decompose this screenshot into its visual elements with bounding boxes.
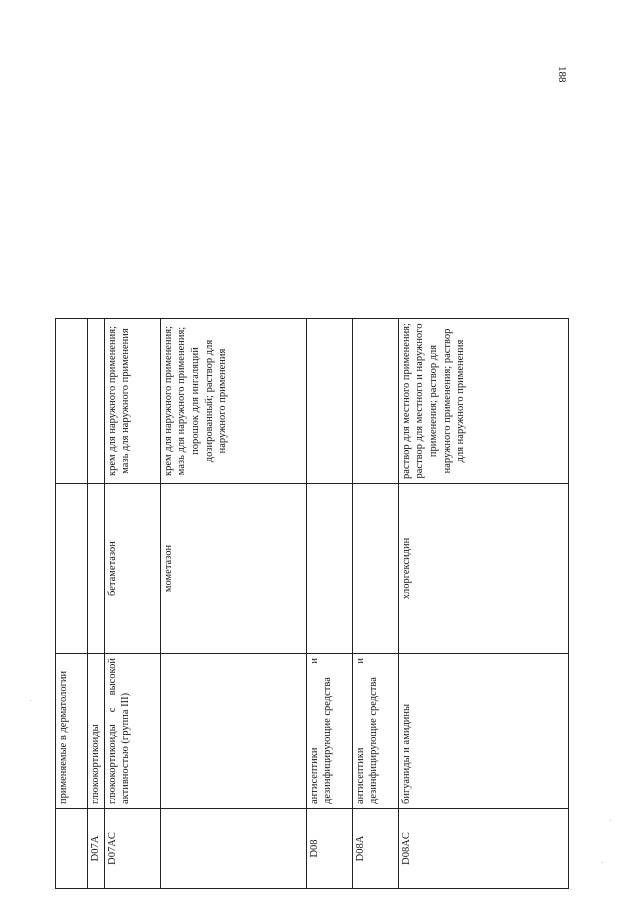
- atc-code-cell: D08: [306, 809, 352, 889]
- drug-name-cell: бетаметазон: [104, 484, 160, 654]
- group-name-cell: бигуаниды и амидины: [398, 654, 568, 809]
- table-row: [160, 319, 306, 889]
- dosage-form-cell: [306, 319, 352, 484]
- dosage-form-cell: [88, 319, 105, 484]
- table-row: [398, 319, 568, 889]
- table-row: [56, 319, 88, 889]
- table-row: [88, 319, 105, 889]
- atc-code-cell: [56, 809, 88, 889]
- drug-name-cell: мометазон: [160, 484, 306, 654]
- atc-code-cell: D08AC: [398, 809, 568, 889]
- atc-code-cell: D07A: [88, 809, 105, 889]
- scan-speck: [30, 700, 31, 701]
- scan-speck: [610, 820, 611, 821]
- page-number: 188: [556, 66, 568, 83]
- drug-name-cell: [88, 484, 105, 654]
- drug-name-cell: [306, 484, 352, 654]
- group-name-cell: применяемые в дерматологии: [56, 654, 88, 809]
- group-name-cell: глюкокортикоиды: [88, 654, 105, 809]
- drug-classification-table: [55, 318, 569, 889]
- dosage-form-cell: [352, 319, 398, 484]
- dosage-form-cell: крем для наружного применения; мазь для наружного применения: [104, 319, 160, 484]
- dosage-form-cell: крем для наружного применения; мазь для наружного применения; порошок для ингаляций дозированный; раствор для наружного применения: [160, 319, 306, 484]
- table-row: [306, 319, 352, 889]
- table-row: [352, 319, 398, 889]
- drug-table-rotated-frame: [55, 319, 567, 889]
- dosage-form-cell: раствор для местного применения; раствор для местного и наружного применения; раствор для наружного применения; раствор для наружного применения: [398, 319, 568, 484]
- drug-name-cell: [352, 484, 398, 654]
- scan-speck: [602, 862, 603, 863]
- group-name-cell: глюкокортикоиды с высокой активностью (группа III): [104, 654, 160, 809]
- group-name-cell: антисептики и дезинфицирующие средства: [306, 654, 352, 809]
- atc-code-cell: D07AC: [104, 809, 160, 889]
- group-name-cell: [160, 654, 306, 809]
- group-name-cell: антисептики и дезинфицирующие средства: [352, 654, 398, 809]
- dosage-form-cell: [56, 319, 88, 484]
- atc-code-cell: [160, 809, 306, 889]
- drug-name-cell: хлоргексидин: [398, 484, 568, 654]
- drug-name-cell: [56, 484, 88, 654]
- atc-code-cell: D08A: [352, 809, 398, 889]
- table-row: [104, 319, 160, 889]
